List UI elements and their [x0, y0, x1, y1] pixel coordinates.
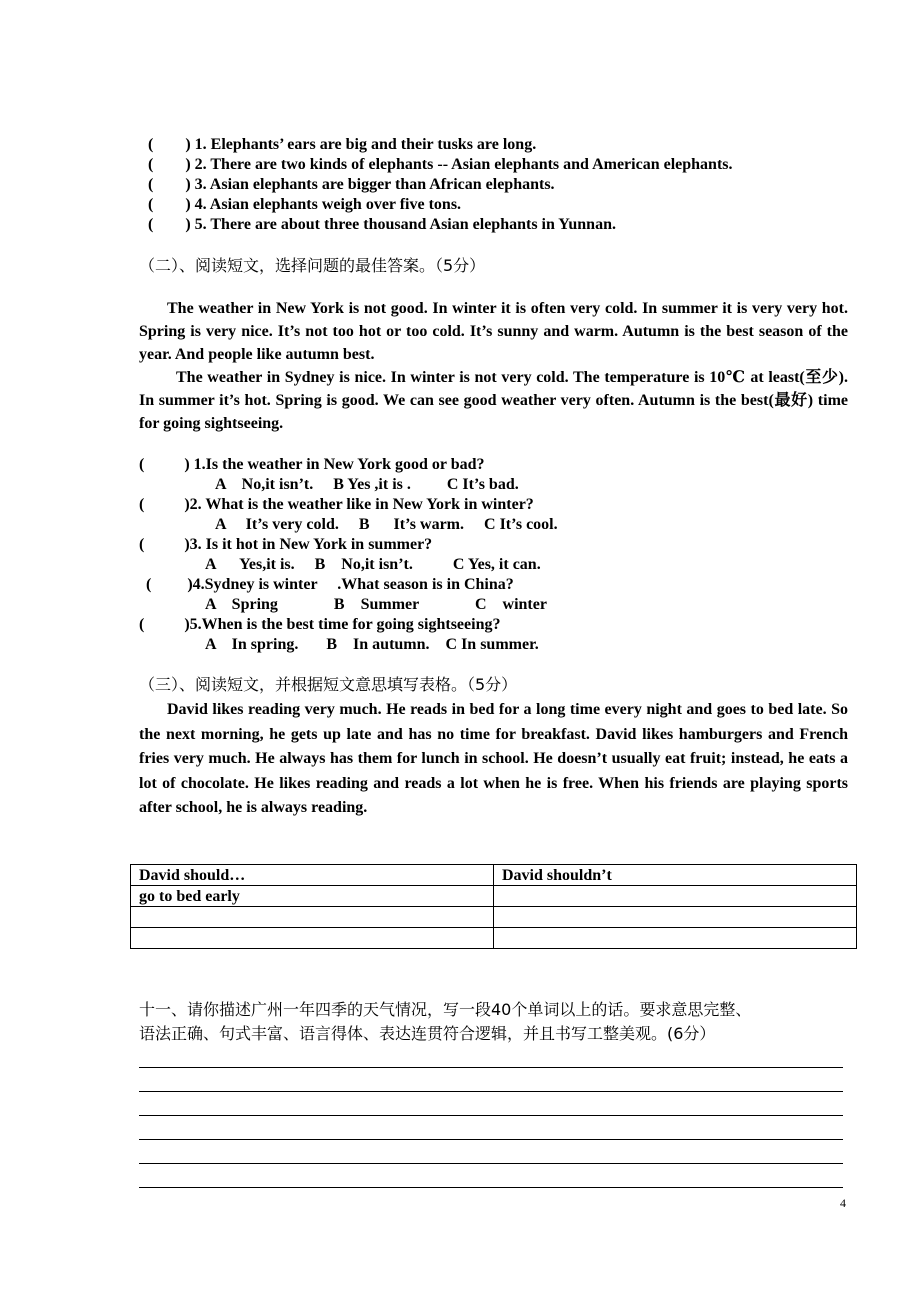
- answer-blank[interactable]: ( ): [148, 176, 191, 193]
- tf-item: ( ) 2. There are two kinds of elephants -- Asian elephants and American elephants.: [148, 156, 733, 173]
- answer-blank[interactable]: ( ): [148, 156, 191, 173]
- answer-blank[interactable]: ( ): [148, 196, 191, 213]
- passage-paragraph: The weather in New York is not good. In winter it is often very cold. In summer it is very very hot. Spring is very nice. It’s not too hot or too cold. It’s sunny and warm. Autumn is the best season of the year. And people like autumn best.: [139, 300, 848, 363]
- table-header: David shouldn’t: [494, 865, 857, 886]
- table-cell[interactable]: [494, 928, 857, 949]
- section2-heading: （二）、阅读短文，选择问题的最佳答案。（5分）: [139, 256, 486, 275]
- question: ( )4.Sydney is winter .What season is in China?: [146, 576, 514, 593]
- tf-item: ( ) 5. There are about three thousand Asian elephants in Yunnan.: [148, 216, 616, 233]
- answer-blank[interactable]: ( ): [148, 216, 191, 233]
- question: ( )2. What is the weather like in New York in winter?: [139, 496, 534, 513]
- page-number: 4: [840, 1196, 846, 1210]
- table-cell[interactable]: [131, 928, 494, 949]
- writing-task-prompt: 语法正确、句式丰富、语言得体、表达连贯符合逻辑，并且书写工整美观。(6分）: [139, 1024, 716, 1043]
- table-cell[interactable]: go to bed early: [131, 886, 494, 907]
- question-options: A No,it isn’t. B Yes ,it is . C It’s bad.: [215, 476, 519, 493]
- table-header-row: [131, 865, 857, 886]
- answer-blank[interactable]: ( ): [148, 136, 191, 153]
- question: ( ) 1.Is the weather in New York good or bad?: [139, 456, 485, 473]
- writing-line[interactable]: [139, 1163, 843, 1164]
- tf-item: ( ) 3. Asian elephants are bigger than African elephants.: [148, 176, 555, 193]
- writing-line[interactable]: [139, 1115, 843, 1116]
- section3-heading: （三）、阅读短文，并根据短文意思填写表格。（5分）: [139, 675, 518, 694]
- tf-item: ( ) 1. Elephants’ ears are big and their tusks are long.: [148, 136, 537, 153]
- table-header: David should…: [131, 865, 494, 886]
- writing-task-prompt: 十一、请你描述广州一年四季的天气情况，写一段40个单词以上的话。要求意思完整、: [139, 1000, 752, 1019]
- question: ( )3. Is it hot in New York in summer?: [139, 536, 433, 553]
- writing-line[interactable]: [139, 1091, 843, 1092]
- section3-passage: David likes reading very much. He reads in bed for a long time every night and goes to bed late. So the next morning, he gets up late and has no time for breakfast. David likes hamburgers and French fries very much. He always has them for lunch in school. He doesn’t usually eat fruit; instead, he eats a lot of chocolate. He likes reading and reads a lot when he is free. When his friends are playing sports after school, he is always reading.: [139, 701, 848, 817]
- question-options: A It’s very cold. B It’s warm. C It’s cool.: [215, 516, 558, 533]
- tf-item: ( ) 4. Asian elephants weigh over five tons.: [148, 196, 462, 213]
- table-cell[interactable]: [494, 886, 857, 907]
- question-options: A Spring B Summer C winter: [205, 596, 547, 613]
- table-row: [131, 907, 857, 928]
- writing-line[interactable]: [139, 1187, 843, 1188]
- question-options: A Yes,it is. B No,it isn’t. C Yes, it can.: [205, 556, 541, 573]
- passage-paragraph: The weather in Sydney is nice. In winter is not very cold. The temperature is 10℃ at least(至少). In summer it’s hot. Spring is good. We can see good weather very often. Autumn is the best(最好) time for going sightseeing.: [139, 369, 848, 432]
- fill-table: [130, 864, 857, 949]
- writing-line[interactable]: [139, 1067, 843, 1068]
- writing-line[interactable]: [139, 1139, 843, 1140]
- table-cell[interactable]: [131, 907, 494, 928]
- table-cell[interactable]: [494, 907, 857, 928]
- table-row: [131, 886, 857, 907]
- question: ( )5.When is the best time for going sightseeing?: [139, 616, 501, 633]
- question-options: A In spring. B In autumn. C In summer.: [205, 636, 539, 653]
- section2-passage: [139, 297, 848, 435]
- table-row: [131, 928, 857, 949]
